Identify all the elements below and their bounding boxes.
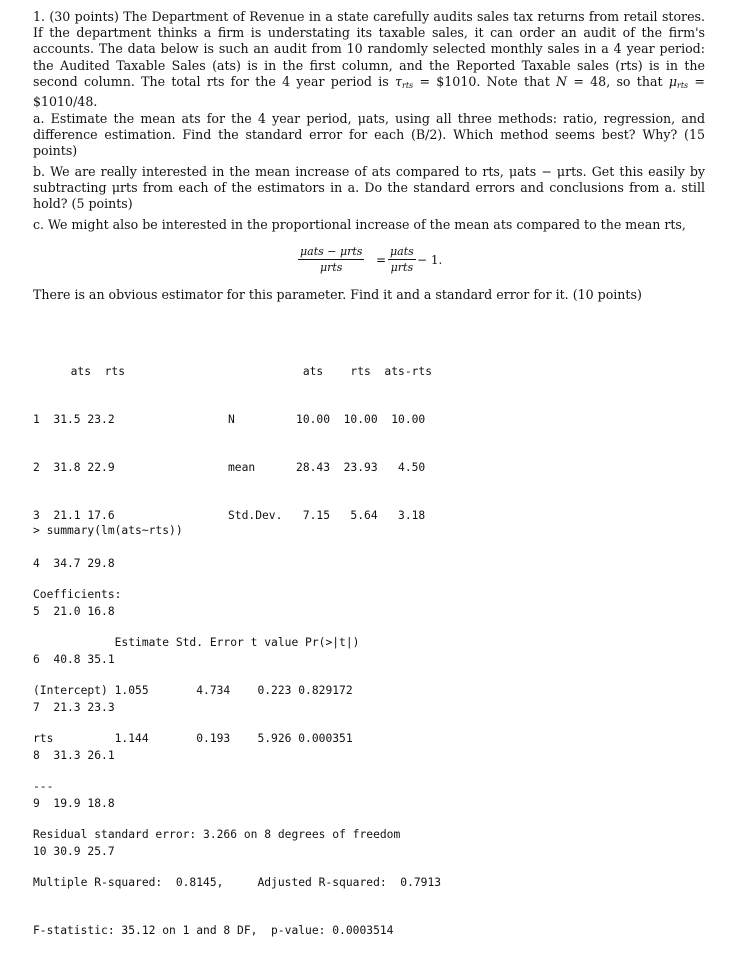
fraction-left-denominator: μrts: [319, 261, 343, 274]
intro-text: 1. (30 points) The Department of Revenue in a state carefully audits sales tax returns from retail stores. If the department thinks a firm is understating its taxable sales, it can order an audit of the firm's accounts. The data below is such an audit from 10 randomly selected monthly sales in a 4 year period: the Audited Taxable Sales (ats) is in the first column, and the Reported Taxable sales (rts) is in the second column. The total rts for the 4 year period is: [33, 9, 705, 89]
intro-eq1: = $1010. Note that: [413, 73, 557, 89]
summary-row-mean: mean 28.43 23.93 4.50: [228, 461, 426, 474]
fraction-right-denominator: μrts: [390, 261, 414, 274]
intro-eq2: = 48, so that: [567, 73, 669, 89]
minus-one: − 1.: [417, 253, 443, 267]
table-row: 5 21.0 16.8: [33, 605, 115, 618]
table-row: 8 31.3 26.1: [33, 749, 115, 762]
part-a: a. Estimate the mean ats for the 4 year period, μats, using all three methods: ratio, regression, and difference estimation. Find the standard error for each (B/2). Which method seems best? Why? (15 points): [33, 111, 705, 159]
table-row: 4 34.7 29.8: [33, 557, 115, 570]
summary-table: [228, 332, 432, 540]
fraction-left-numerator: μats − μrts: [300, 245, 363, 258]
summary-table-header: ats rts ats-rts: [228, 365, 433, 378]
part-c-question: There is an obvious estimator for this parameter. Find it and a standard error for it. (10 points): [33, 287, 642, 302]
mu-symbol: μ: [668, 73, 677, 89]
summary-row-n: N 10.00 10.00 10.00: [228, 413, 426, 426]
part-b: b. We are really interested in the mean increase of ats compared to rts, μats − μrts. Get this easily by subtracting μrts from each of the estimators in a. Do the standard errors and conclusions from a. still hold? (5 points): [33, 164, 705, 212]
tau-subscript: rts: [402, 80, 414, 90]
tau-symbol: τ: [395, 73, 403, 89]
table-row: 6 40.8 35.1: [33, 653, 115, 666]
f-statistic: F-statistic: 35.12 on 1 and 8 DF, p-value: 0.0003514: [33, 924, 394, 937]
equals-sign: =: [376, 253, 387, 267]
table-row: 9 19.9 18.8: [33, 797, 115, 810]
separator: ---: [33, 780, 54, 793]
coefficients-title: Coefficients:: [33, 588, 122, 601]
fraction-right-numerator: μats: [390, 245, 414, 258]
table-row: 10 30.9 25.7: [33, 845, 115, 858]
intro-eq3: = $1010/48.: [33, 73, 705, 110]
n-symbol: N: [556, 73, 568, 89]
table-row: 3 21.1 17.6: [33, 509, 115, 522]
summary-row-stddev: Std.Dev. 7.15 5.64 3.18: [228, 509, 426, 522]
fraction-left: [298, 245, 364, 274]
part-c: c. We might also be interested in the proportional increase of the mean ats compared to the mean rts,: [33, 217, 686, 232]
data-table-header: ats rts: [57, 365, 126, 378]
coefficients-header: Estimate Std. Error t value Pr(>|t|): [33, 636, 360, 649]
table-row: 7 21.3 23.3: [33, 701, 115, 714]
problem-intro: [33, 9, 705, 110]
fraction-right: [388, 245, 416, 274]
mu-subscript: rts: [677, 80, 689, 90]
r-command: > summary(lm(ats~rts)): [33, 524, 183, 537]
table-row: 1 31.5 23.2: [33, 413, 115, 426]
residual-se: Residual standard error: 3.266 on 8 degrees of freedom: [33, 828, 401, 841]
table-row: 2 31.8 22.9: [33, 461, 115, 474]
r-output: [33, 555, 441, 955]
coefficients-row-rts: rts 1.144 0.193 5.926 0.000351: [33, 732, 353, 745]
coefficients-row-intercept: (Intercept) 1.055 4.734 0.223 0.829172: [33, 684, 353, 697]
r-squared: Multiple R-squared: 0.8145, Adjusted R-squared: 0.7913: [33, 876, 442, 889]
